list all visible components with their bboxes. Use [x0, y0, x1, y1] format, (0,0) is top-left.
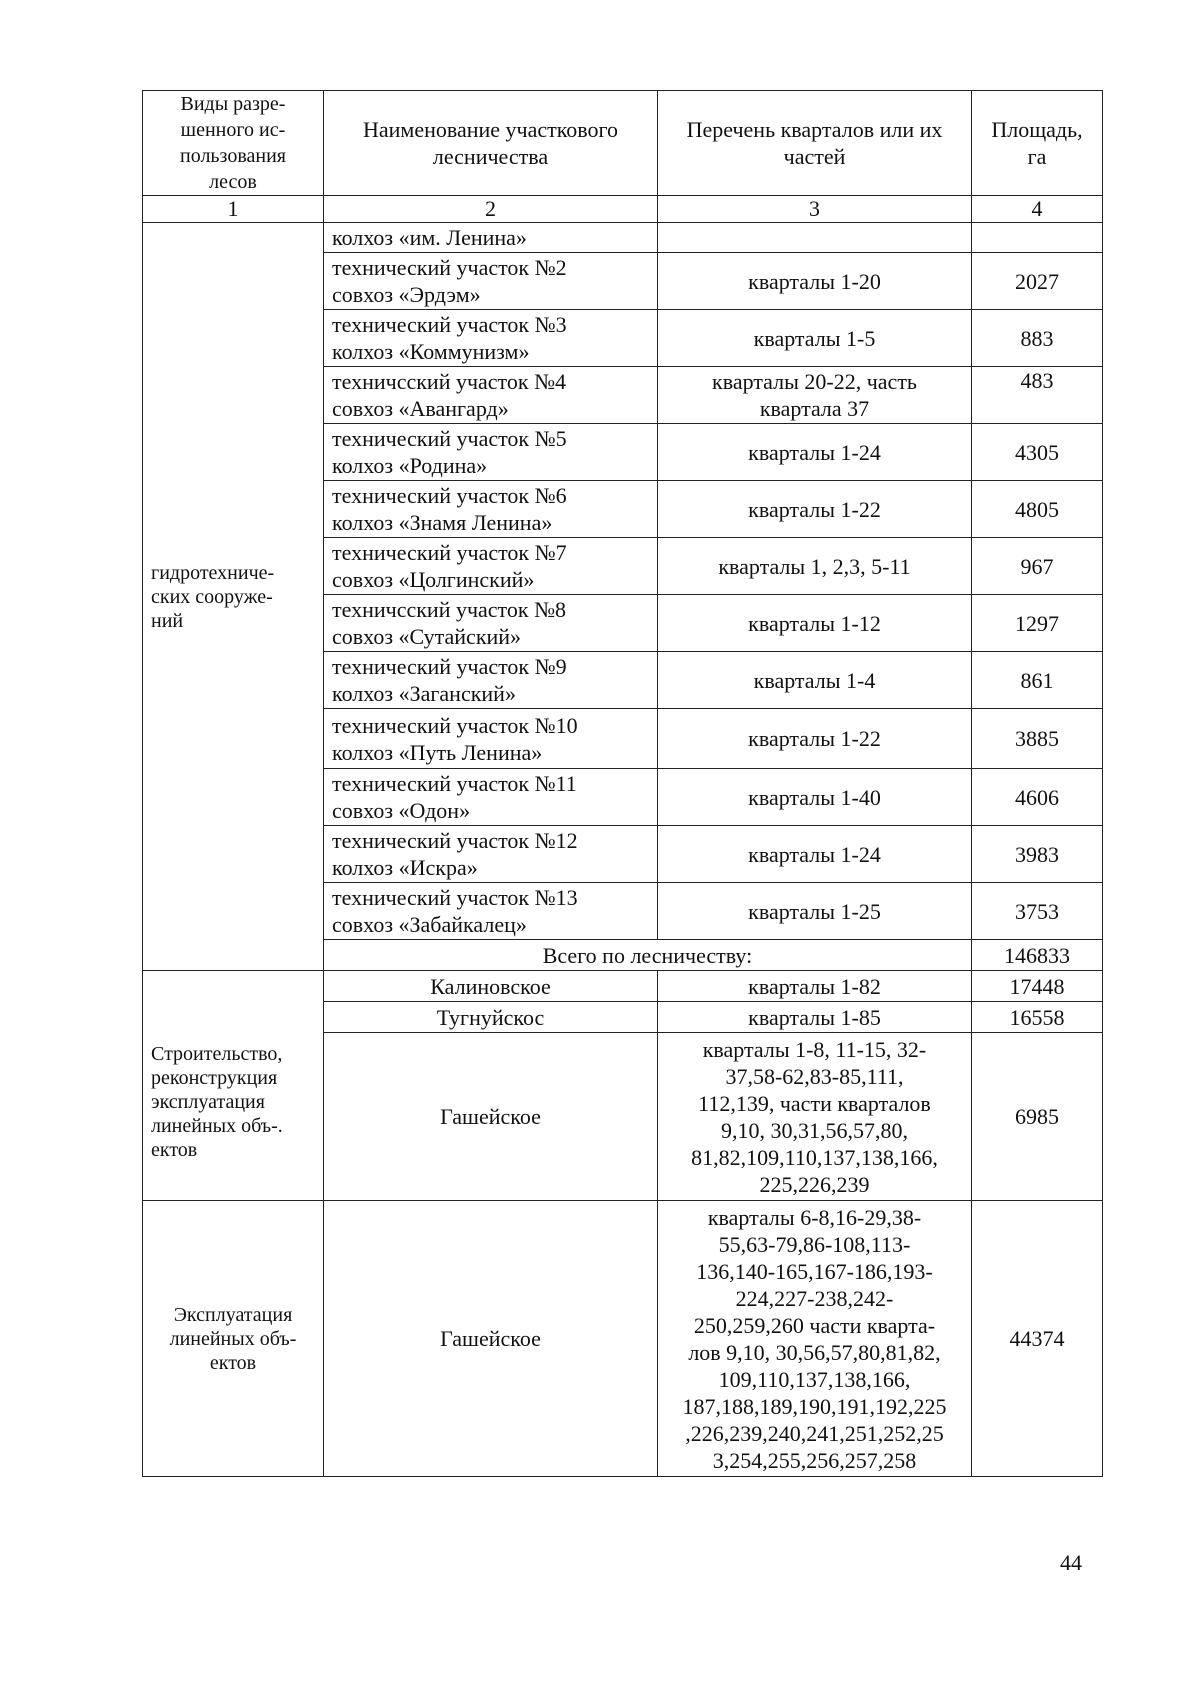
use-type-category: гидротехниче- ских сооруже- ний [143, 223, 324, 971]
page-number: 44 [1060, 1550, 1082, 1575]
quarters-list: кварталы 6-8,16-29,38- 55,63-79,86-108,113- 136,140-165,167-186,193- 224,227-238,242- 250,259,260 части кварта- лов 9,10, 30,56,57,80,81,82, 109,110,137,138,166, 187,188,189,190,191,192,225 ,226,239,240,241,251,252,25 3,254,255,256,257,258 [658, 1201, 972, 1477]
header-forestry-name: Наименование участкового лесничества [324, 91, 658, 196]
quarters-list: кварталы 20-22, часть квартала 37 [658, 367, 972, 424]
area-value: 4305 [972, 424, 1103, 481]
area-value: 16558 [972, 1002, 1103, 1033]
column-number: 2 [324, 196, 658, 223]
forestry-name: технический участок №7 совхоз «Цолгинский» [324, 538, 658, 595]
forestry-name: технический участок №13 совхоз «Забайкалец» [324, 883, 658, 940]
forestry-name: технический участок №2 совхоз «Эрдэм» [324, 253, 658, 310]
forestry-name: Гашейское [324, 1201, 658, 1477]
column-number: 3 [658, 196, 972, 223]
quarters-list: кварталы 1-24 [658, 826, 972, 883]
forestry-name: техничсский участок №4 совхоз «Авангард» [324, 367, 658, 424]
forestry-name: технический участок №3 колхоз «Коммунизм» [324, 310, 658, 367]
quarters-list: кварталы 1-85 [658, 1002, 972, 1033]
quarters-list: кварталы 1-22 [658, 481, 972, 538]
table-row [143, 1201, 1103, 1477]
quarters-list: кварталы 1-20 [658, 253, 972, 310]
quarters-list: кварталы 1-8, 11-15, 32- 37,58-62,83-85,111, 112,139, части кварталов 9,10, 30,31,56,57,80, 81,82,109,110,137,138,166, 225,226,239 [658, 1033, 972, 1201]
forestry-name: технический участок №9 колхоз «Заганский» [324, 652, 658, 709]
column-number: 1 [143, 196, 324, 223]
area-value: 1297 [972, 595, 1103, 652]
forestry-name: Гашейское [324, 1033, 658, 1201]
quarters-list: кварталы 1-25 [658, 883, 972, 940]
forestry-name: технический участок №12 колхоз «Искра» [324, 826, 658, 883]
area-value: 967 [972, 538, 1103, 595]
use-type-category: Эксплуатация линейных объ- ектов [143, 1201, 324, 1477]
quarters-list: кварталы 1-22 [658, 709, 972, 769]
quarters-list: кварталы 1-12 [658, 595, 972, 652]
area-value: 3885 [972, 709, 1103, 769]
quarters-list [658, 223, 972, 253]
forest-use-table [142, 90, 1103, 1477]
quarters-list: кварталы 1-82 [658, 971, 972, 1002]
quarters-list: кварталы 1-4 [658, 652, 972, 709]
total-label: Всего по лесничеству: [324, 940, 972, 971]
area-value: 861 [972, 652, 1103, 709]
header-quarters-list: Перечень кварталов или их частей [658, 91, 972, 196]
forestry-name: Тугнуйскос [324, 1002, 658, 1033]
header-area: Площадь, га [972, 91, 1103, 196]
total-area: 146833 [972, 940, 1103, 971]
quarters-list: кварталы 1-24 [658, 424, 972, 481]
area-value [972, 223, 1103, 253]
quarters-list: кварталы 1-5 [658, 310, 972, 367]
forestry-name: технический участок №5 колхоз «Родина» [324, 424, 658, 481]
forestry-name: технический участок №6 колхоз «Знамя Ленина» [324, 481, 658, 538]
column-number-row [143, 196, 1103, 223]
area-value: 2027 [972, 253, 1103, 310]
header-use-type: Виды разре- шенного ис- пользования лесов [143, 91, 324, 196]
area-value: 3983 [972, 826, 1103, 883]
area-value: 883 [972, 310, 1103, 367]
area-value: 483 [972, 367, 1103, 424]
quarters-list: кварталы 1-40 [658, 769, 972, 826]
quarters-list: кварталы 1, 2,3, 5-11 [658, 538, 972, 595]
table-header-row [143, 91, 1103, 196]
area-value: 3753 [972, 883, 1103, 940]
forestry-name: колхоз «им. Ленина» [324, 223, 658, 253]
use-type-category: Строительство, реконструкция эксплуатация линейных объ-. ектов [143, 971, 324, 1201]
forestry-name: Калиновское [324, 971, 658, 1002]
area-value: 44374 [972, 1201, 1103, 1477]
area-value: 4805 [972, 481, 1103, 538]
column-number: 4 [972, 196, 1103, 223]
forestry-name: технический участок №10 колхоз «Путь Ленина» [324, 709, 658, 769]
table-row [143, 971, 1103, 1002]
area-value: 4606 [972, 769, 1103, 826]
forestry-name: технический участок №11 совхоз «Одон» [324, 769, 658, 826]
area-value: 17448 [972, 971, 1103, 1002]
table-row [143, 223, 1103, 253]
area-value: 6985 [972, 1033, 1103, 1201]
forestry-name: техничсский участок №8 совхоз «Сутайский» [324, 595, 658, 652]
